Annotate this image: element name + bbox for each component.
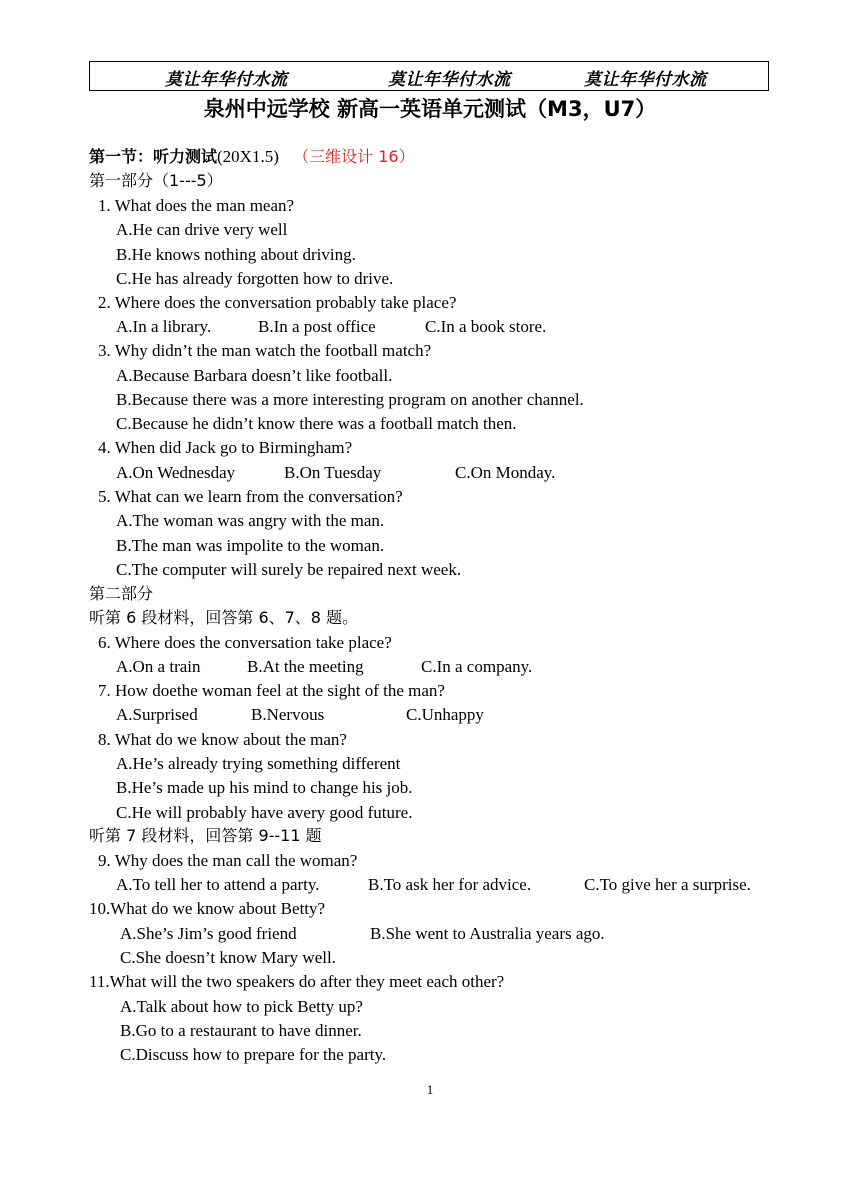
option: B.He knows nothing about driving. (116, 245, 356, 264)
option: B.She went to Australia years ago. (370, 924, 605, 943)
option: A.On Wednesday (116, 463, 236, 482)
page-number: 1 (426, 1082, 434, 1097)
option: B.To ask her for advice. (368, 875, 532, 894)
question: 7. How doethe woman feel at the sight of the man? (98, 681, 445, 700)
option: C.He has already forgotten how to drive. (116, 269, 394, 288)
option: A.He can drive very well (116, 220, 288, 239)
motto-text: 莫让年华付水流 (165, 70, 288, 90)
section-label: 第一节：听力测试 (89, 147, 218, 166)
option: B.The man was impolite to the woman. (116, 536, 385, 555)
option: B.He’s made up his mind to change his job. (116, 778, 413, 797)
option: A.Surprised (116, 705, 198, 724)
option: C.Because he didn’t know there was a football match then. (116, 414, 517, 433)
option: A.On a train (116, 657, 201, 676)
option: B.At the meeting (247, 657, 364, 676)
option: A.Talk about how to pick Betty up? (120, 997, 363, 1016)
question: 5. What can we learn from the conversation? (98, 487, 403, 506)
option: A.To tell her to attend a party. (116, 875, 320, 894)
section-heading (89, 147, 415, 167)
part-heading: 第二部分 (89, 584, 154, 603)
option: C.On Monday. (455, 463, 556, 482)
option: B.Go to a restaurant to have dinner. (120, 1021, 362, 1040)
question: 9. Why does the man call the woman? (98, 851, 358, 870)
option: C.He will probably have avery good future. (116, 803, 413, 822)
question: 10.What do we know about Betty? (89, 899, 326, 918)
question: 11.What will the two speakers do after they meet each other? (89, 972, 505, 991)
material-instruction: 听第 7 段材料，回答第 9--11 题 (89, 826, 322, 845)
motto-text: 莫让年华付水流 (388, 70, 511, 90)
option: C.She doesn’t know Mary well. (120, 948, 336, 967)
material-instruction: 听第 6 段材料，回答第 6、7、8 题。 (89, 608, 359, 627)
motto-banner (89, 61, 769, 91)
option: B.On Tuesday (284, 463, 382, 482)
option: C.Discuss how to prepare for the party. (120, 1045, 387, 1064)
option: B.In a post office (258, 317, 376, 336)
page-title: 泉州中远学校 新高一英语单元测试（M3，U7） (203, 97, 657, 121)
question: 3. Why didn’t the man watch the football match? (98, 341, 432, 360)
question: 1. What does the man mean? (98, 196, 295, 215)
option: C.Unhappy (406, 705, 484, 724)
question: 4. When did Jack go to Birmingham? (98, 438, 353, 457)
option: A.Because Barbara doesn’t like football. (116, 366, 393, 385)
motto-text: 莫让年华付水流 (584, 70, 707, 90)
option: A.The woman was angry with the man. (116, 511, 385, 530)
part-heading: 第一部分（1---5） (89, 171, 223, 190)
question: 6. Where does the conversation take place? (98, 633, 392, 652)
option: C.The computer will surely be repaired next week. (116, 560, 462, 579)
section-note: （三维设计 16） (293, 147, 415, 166)
question: 2. Where does the conversation probably take place? (98, 293, 457, 312)
section-score: (20X1.5) (217, 147, 279, 166)
option: B.Nervous (251, 705, 325, 724)
option: C.In a company. (421, 657, 533, 676)
option: A.In a library. (116, 317, 212, 336)
option: A.She’s Jim’s good friend (120, 924, 297, 943)
question: 8. What do we know about the man? (98, 730, 347, 749)
option: A.He’s already trying something different (116, 754, 401, 773)
option: C.To give her a surprise. (584, 875, 751, 894)
option: B.Because there was a more interesting program on another channel. (116, 390, 584, 409)
option: C.In a book store. (425, 317, 547, 336)
